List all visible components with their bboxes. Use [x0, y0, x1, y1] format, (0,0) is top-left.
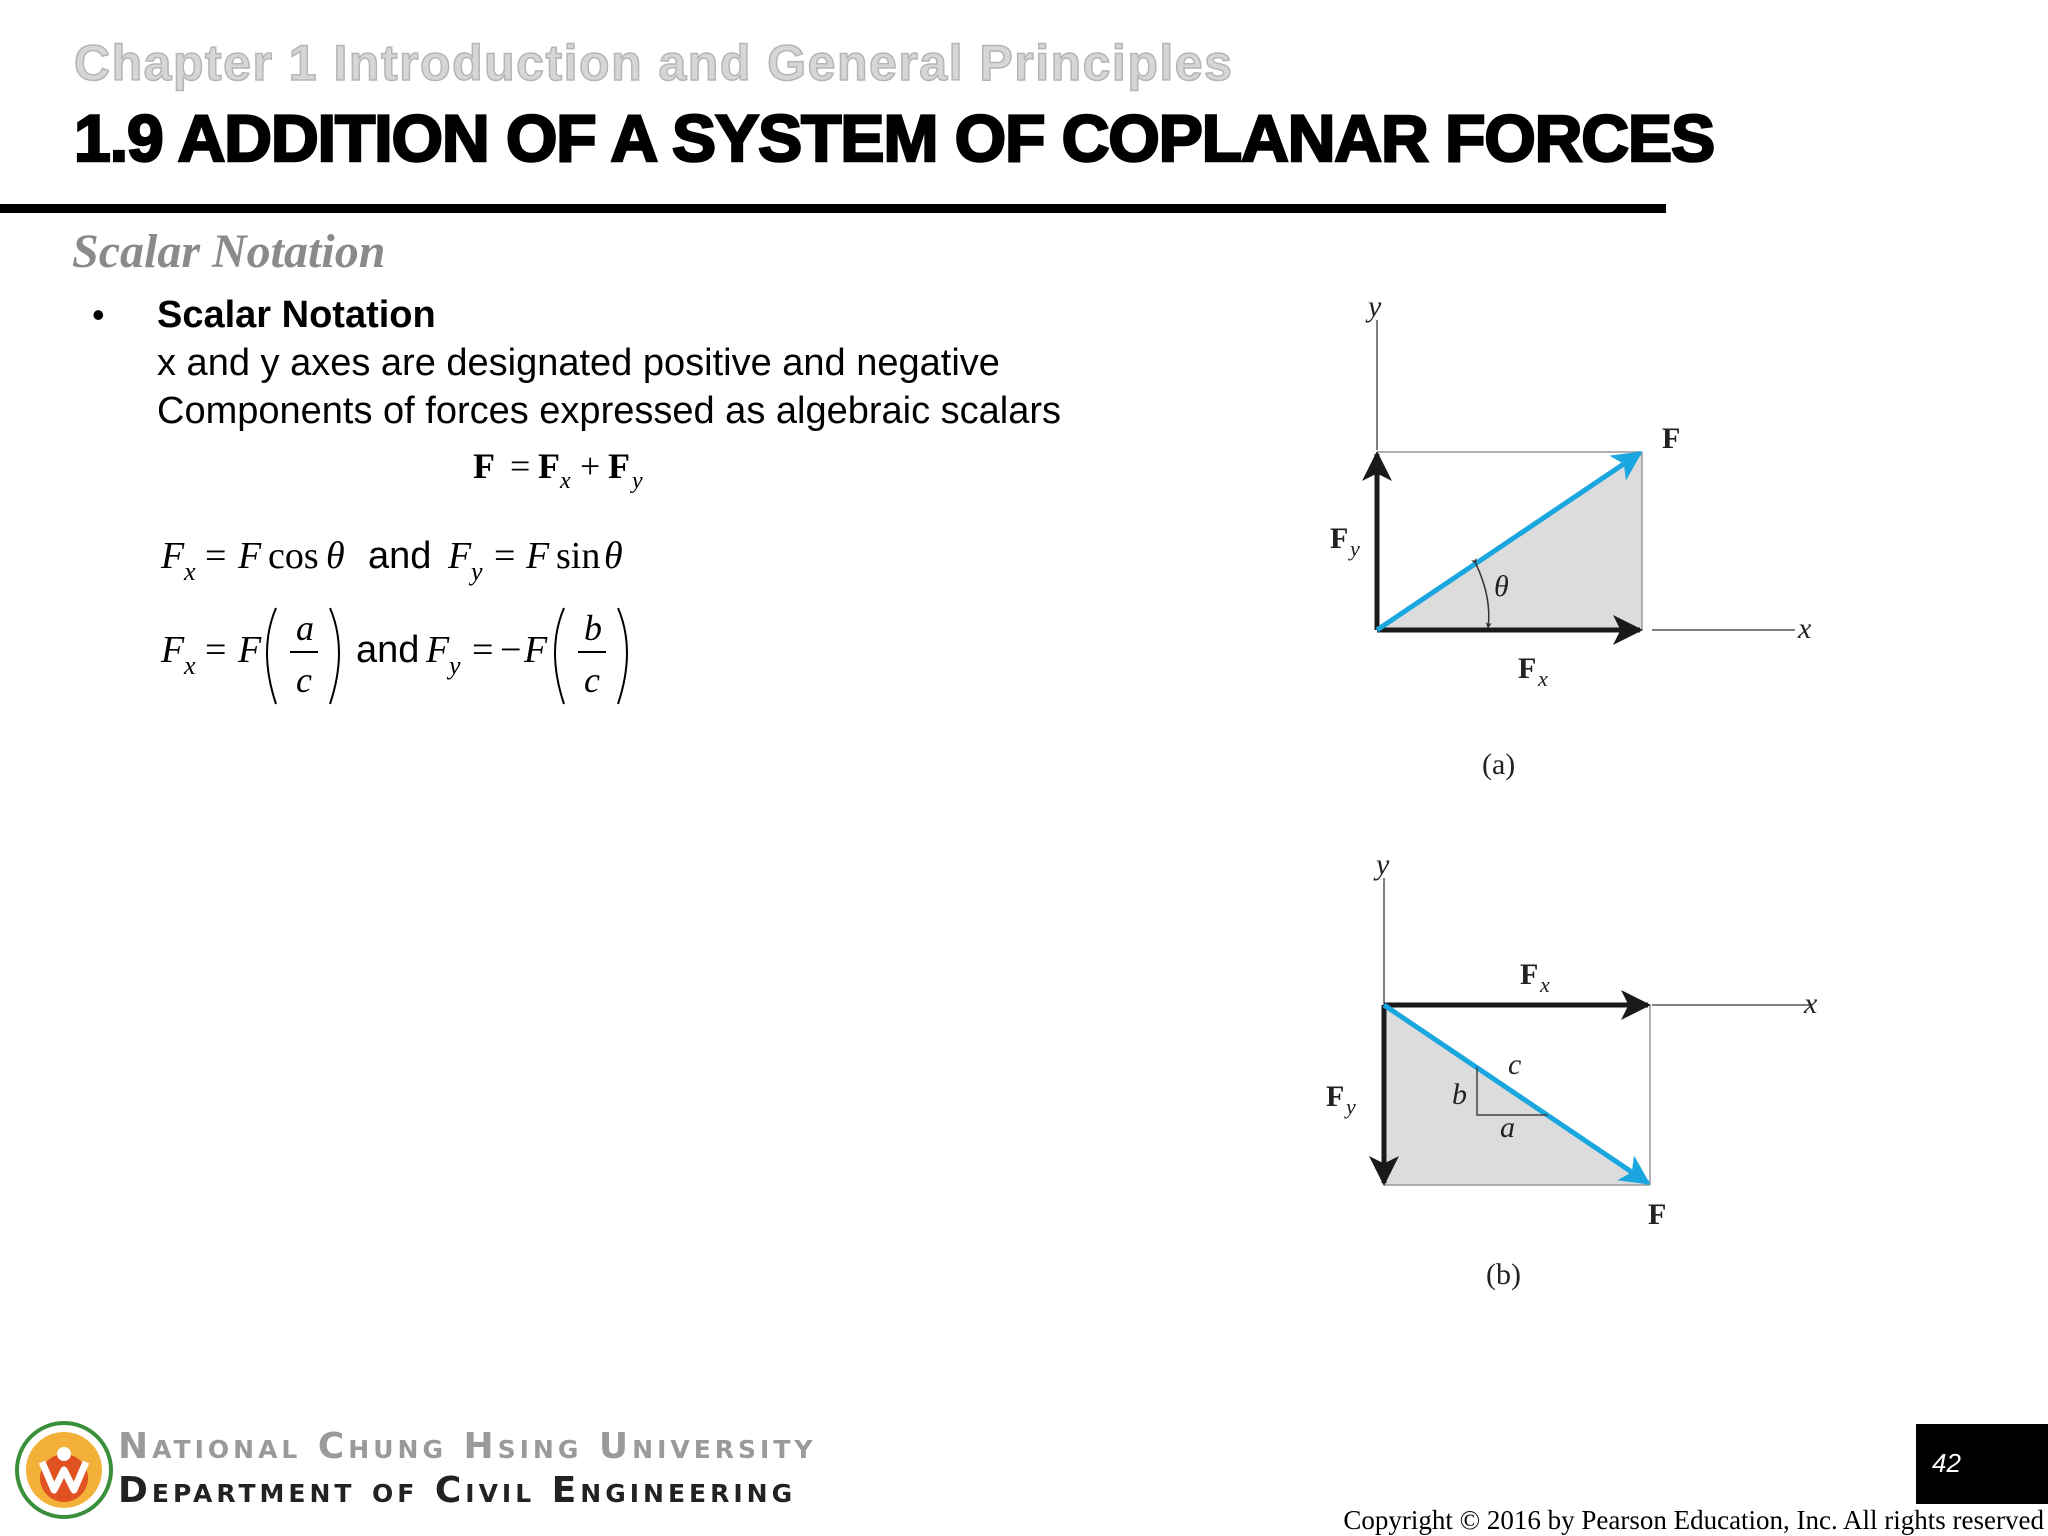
eq3-F: F	[161, 629, 185, 671]
eq3-paren-right-2	[618, 608, 627, 704]
eq-Fy: F	[608, 446, 630, 486]
eq3-F-mag-2: F	[524, 629, 548, 671]
eq3-c-2: c	[584, 660, 600, 700]
eq2-equals: =	[205, 535, 227, 577]
fig-a-x-label: x	[1798, 612, 1812, 645]
section-subtitle: Scalar Notation	[72, 225, 386, 278]
fig-b-x-label: x	[1804, 987, 1818, 1020]
bullet-marker: •	[92, 294, 105, 335]
fig-a-Fy-sub: y	[1350, 536, 1360, 561]
equation-vector-sum	[470, 440, 690, 500]
fig-b-Fx-label: F	[1520, 958, 1539, 991]
eq3-c: c	[296, 660, 312, 700]
fig-b-Fx-sub: x	[1540, 972, 1550, 997]
figure-b-force-components	[1300, 830, 1860, 1300]
fig-b-F-label: F	[1648, 1198, 1667, 1231]
figure-a-force-components	[1300, 280, 1860, 790]
eq3-b: b	[584, 608, 602, 648]
eq2-sub-y: y	[471, 557, 483, 586]
bullet-heading: Scalar Notation	[157, 294, 436, 336]
eq2-Fy-F: F	[448, 535, 472, 577]
eq-Fx: F	[538, 446, 560, 486]
fig-b-y-label: y	[1376, 848, 1390, 881]
eq3-paren-left-2	[555, 608, 564, 704]
eq2-theta-2: θ	[604, 535, 623, 577]
equation-ratio-components	[158, 600, 658, 710]
eq-sub-y: y	[632, 468, 643, 494]
fig-a-caption: (a)	[1482, 748, 1516, 781]
body-line-axes: x and y axes are designated positive and negative	[157, 342, 1000, 384]
page-number: 42	[1932, 1448, 1961, 1478]
eq2-cos: cos	[268, 535, 319, 577]
fig-a-Fy-label: F	[1330, 522, 1349, 555]
eq-equals: =	[510, 446, 531, 486]
eq2-and: and	[368, 535, 432, 577]
eq3-paren-right	[330, 608, 339, 704]
eq2-F-mag: F	[238, 535, 262, 577]
title-divider	[0, 204, 1666, 213]
eq3-F-mag: F	[238, 629, 262, 671]
fig-a-y-label: y	[1368, 290, 1382, 323]
department-name: Department of Civil Engineering	[118, 1470, 797, 1511]
eq2-sub-x: x	[184, 557, 196, 586]
eq-F: F	[473, 446, 495, 486]
eq3-sub-y: y	[449, 651, 461, 680]
fig-a-Fx-label: F	[1518, 652, 1537, 685]
eq2-F: F	[161, 535, 185, 577]
fig-b-side-b: b	[1452, 1078, 1467, 1111]
eq3-minus: −	[500, 629, 522, 671]
nchu-civil-engineering-logo-icon	[14, 1420, 114, 1520]
chapter-heading: Chapter 1 Introduction and General Principles	[74, 35, 1234, 91]
eq3-equals-2: =	[472, 629, 494, 671]
fig-a-theta: θ	[1494, 570, 1509, 603]
eq3-Fy-F: F	[426, 629, 450, 671]
fig-a-Fx-sub: x	[1538, 666, 1548, 691]
equation-trig-components	[158, 528, 658, 588]
slide-title: 1.9 ADDITION OF A SYSTEM OF COPLANAR FORCES	[74, 101, 1715, 175]
fig-b-side-c: c	[1508, 1048, 1522, 1081]
eq-plus: +	[580, 446, 601, 486]
fig-b-side-a: a	[1500, 1111, 1515, 1144]
fig-a-F-label: F	[1662, 422, 1681, 455]
fig-b-Fy-label: F	[1326, 1080, 1345, 1113]
eq2-sin: sin	[556, 535, 601, 577]
eq-sub-x: x	[560, 468, 571, 494]
fig-b-Fy-sub: y	[1346, 1094, 1356, 1119]
eq3-paren-left	[267, 608, 276, 704]
eq3-and: and	[356, 629, 420, 671]
copyright-notice: Copyright © 2016 by Pearson Education, Inc. All rights reserved	[1343, 1505, 2044, 1535]
eq2-theta: θ	[326, 535, 345, 577]
eq3-sub-x: x	[184, 651, 196, 680]
eq3-a: a	[296, 608, 314, 648]
fig-b-caption: (b)	[1486, 1258, 1521, 1291]
university-name: National Chung Hsing University	[118, 1426, 817, 1467]
eq2-equals-2: =	[494, 535, 516, 577]
eq3-equals: =	[205, 629, 227, 671]
body-line-components: Components of forces expressed as algebraic scalars	[157, 390, 1062, 432]
eq2-F-mag-2: F	[526, 535, 550, 577]
